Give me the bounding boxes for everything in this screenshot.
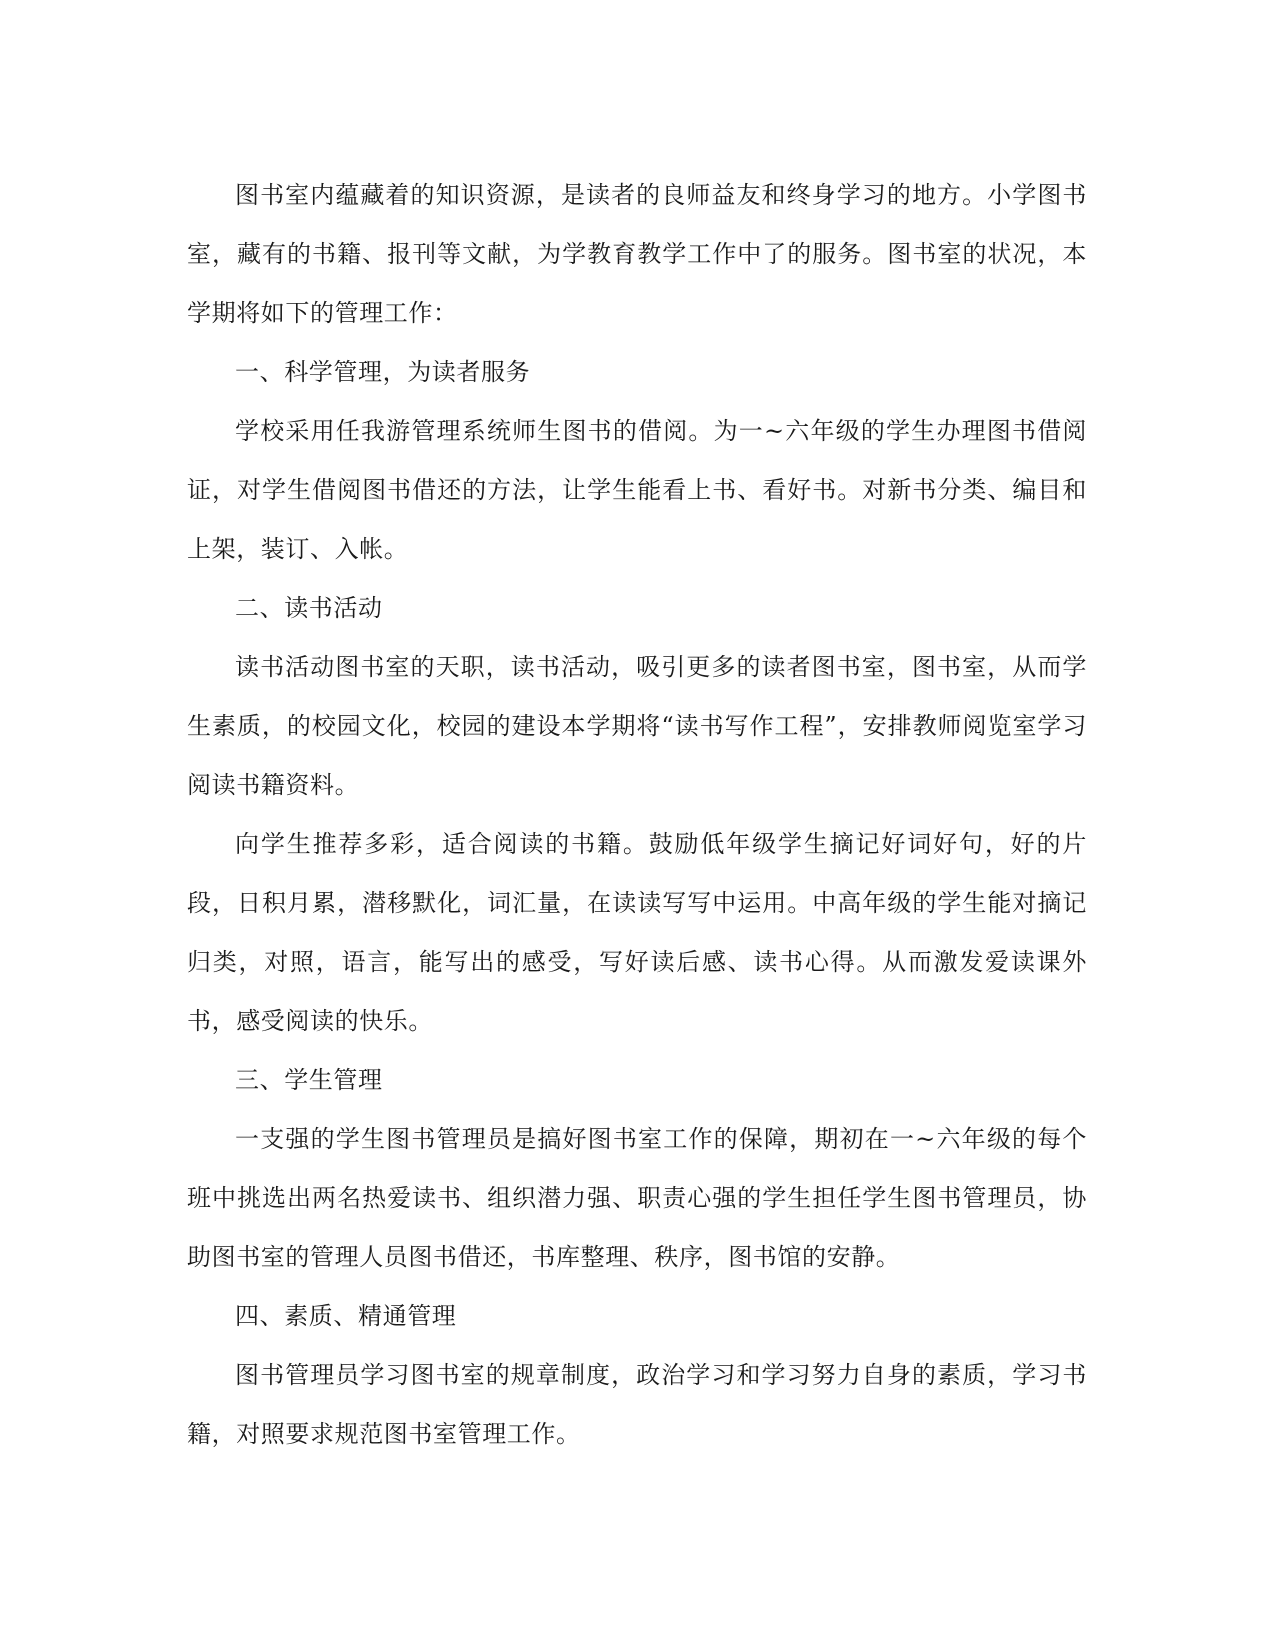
section-heading-3: 三、学生管理 (235, 1066, 383, 1094)
section-2-paragraph-2: 向学生推荐多彩，适合阅读的书籍。鼓励低年级学生摘记好词好句，好的片段，日积月累，潜移默化，词汇量，在读读写写中运用。中高年级的学生能对摘记归类，对照，语言，能写出的感受，写好读后感、读书心得。从而激发爱读课外书，感受阅读的快乐。 (187, 830, 1087, 1035)
intro-paragraph: 图书室内蕴藏着的知识资源，是读者的良师益友和终身学习的地方。小学图书室，藏有的书籍、报刊等文献，为学教育教学工作中了的服务。图书室的状况，本学期将如下的管理工作： (187, 181, 1087, 327)
section-4-paragraph: 图书管理员学习图书室的规章制度，政治学习和学习努力自身的素质，学习书籍，对照要求规范图书室管理工作。 (187, 1361, 1087, 1448)
document-body (187, 166, 1087, 1464)
section-heading-4: 四、素质、精通管理 (235, 1302, 457, 1330)
section-heading-2: 二、读书活动 (235, 594, 383, 622)
section-2-paragraph-1: 读书活动图书室的天职，读书活动，吸引更多的读者图书室，图书室，从而学生素质，的校园文化，校园的建设本学期将“读书写作工程”，安排教师阅览室学习阅读书籍资料。 (187, 653, 1087, 799)
section-1-paragraph: 学校采用任我游管理系统师生图书的借阅。为一~六年级的学生办理图书借阅证，对学生借阅图书借还的方法，让学生能看上书、看好书。对新书分类、编目和上架，装订、入帐。 (187, 417, 1087, 563)
section-heading-1: 一、科学管理，为读者服务 (235, 358, 531, 386)
section-3-paragraph: 一支强的学生图书管理员是搞好图书室工作的保障，期初在一~六年级的每个班中挑选出两名热爱读书、组织潜力强、职责心强的学生担任学生图书管理员，协助图书室的管理人员图书借还，书库整理、秩序，图书馆的安静。 (187, 1125, 1087, 1271)
